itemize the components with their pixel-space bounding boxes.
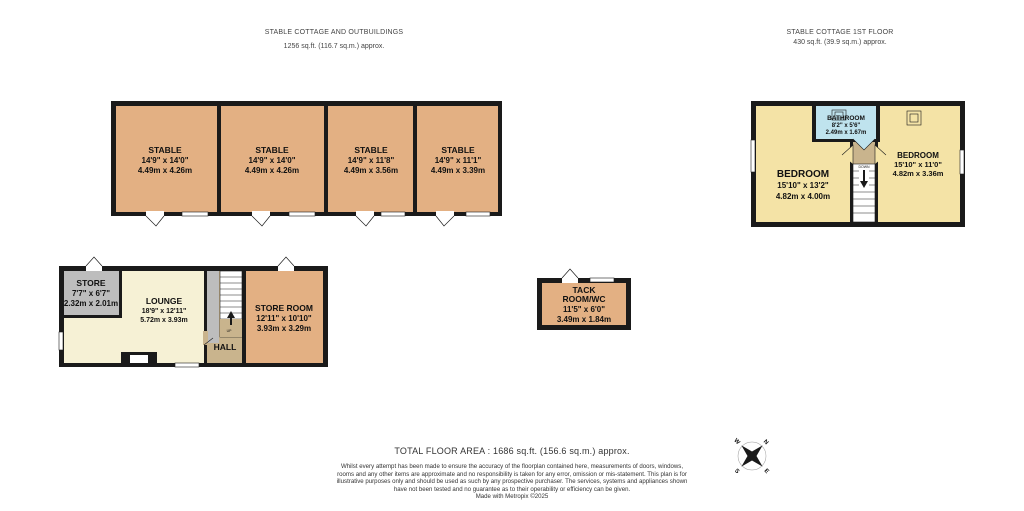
first-floor <box>751 101 965 227</box>
stable-4-metric: 4.49m x 3.39m <box>430 166 486 175</box>
bedroom-2-label: BEDROOM <box>897 151 939 160</box>
ground-floor-title: STABLE COTTAGE AND OUTBUILDINGS <box>264 29 404 36</box>
stable-4-label: STABLE <box>441 145 475 155</box>
bathroom-label: BATHROOM <box>827 115 865 122</box>
stable-3-imperial: 14'9" x 11'8" <box>347 156 395 165</box>
first-floor-title: STABLE COTTAGE 1ST FLOOR <box>786 29 894 36</box>
lounge-metric: 5.72m x 3.93m <box>140 317 188 324</box>
stairs-down-tag: DOWN <box>858 165 870 169</box>
stairs-up-tag: UP <box>226 329 232 333</box>
store-imperial: 7'7" x 6'7" <box>71 289 111 298</box>
stable-3-label: STABLE <box>354 145 388 155</box>
hall-stairs <box>220 271 242 337</box>
tack-room-label-2: ROOM/WC <box>562 294 606 304</box>
tack-room-label-1: TACK <box>572 285 596 295</box>
bathroom-imperial: 8'2" x 5'6" <box>831 123 861 129</box>
compass-s: S <box>732 468 740 476</box>
stable-3-metric: 4.49m x 3.56m <box>343 166 399 175</box>
compass-e: E <box>762 468 770 476</box>
cottage-ground-floor <box>59 257 328 367</box>
bedroom-1-label: BEDROOM <box>776 169 830 180</box>
first-floor-area: 430 sq.ft. (39.9 sq.m.) approx. <box>793 39 887 46</box>
bedroom-2-imperial: 15'10" x 11'0" <box>894 160 942 169</box>
stable-2-imperial: 14'9" x 14'0" <box>248 156 296 165</box>
store-room-label: STORE ROOM <box>255 303 313 313</box>
store-label: STORE <box>76 278 106 288</box>
total-floor-area: TOTAL FLOOR AREA : 1686 sq.ft. (156.6 sq.m.) approx. <box>394 446 630 456</box>
tack-room-block <box>537 269 631 330</box>
store-room-imperial: 12'11" x 10'10" <box>256 314 312 323</box>
compass-w: W <box>732 437 741 446</box>
lounge-imperial: 18'9" x 12'11" <box>141 308 187 315</box>
lounge-label: LOUNGE <box>145 296 183 306</box>
tack-room-metric: 3.49m x 1.84m <box>556 315 612 324</box>
store-metric: 2.32m x 2.01m <box>63 299 119 308</box>
stable-4-imperial: 14'9" x 11'1" <box>434 156 482 165</box>
compass-n: N <box>761 438 770 447</box>
tack-room-imperial: 11'5" x 6'0" <box>562 305 606 314</box>
ground-floor-area: 1256 sq.ft. (116.7 sq.m.) approx. <box>283 43 385 50</box>
bedroom-1-metric: 4.82m x 4.00m <box>775 192 831 201</box>
made-with-credit: Made with Metropix ©2025 <box>475 493 549 501</box>
bathroom-metric: 2.49m x 1.67m <box>825 130 867 136</box>
stable-1-metric: 4.49m x 4.26m <box>137 166 193 175</box>
bedroom-1-imperial: 15'10" x 13'2" <box>777 181 829 190</box>
stable-1-label: STABLE <box>148 145 182 155</box>
stable-2-label: STABLE <box>255 145 289 155</box>
stables-block <box>111 101 502 226</box>
first-floor-stairs <box>853 164 875 222</box>
disclaimer-text: Whilst every attempt has been made to ensure the accuracy of the floorplan contained here, measurements of doors, windows, rooms and any other items are approximate and no responsibility is taken for any error, omission or mis-statement. This plan is for illustrative purposes only and should be used as such by any prospective purchaser. The services, systems and appliances shown have not been tested and no guarantee as to their operability or efficiency can be given. <box>336 463 688 493</box>
disclaimer <box>336 463 688 501</box>
bedroom-2-metric: 4.82m x 3.36m <box>892 169 944 178</box>
store-room-metric: 3.93m x 3.29m <box>256 324 312 333</box>
stable-1-imperial: 14'9" x 14'0" <box>141 156 189 165</box>
fireplace-icon <box>121 352 157 363</box>
stable-2-metric: 4.49m x 4.26m <box>244 166 300 175</box>
hall-label: HALL <box>213 342 237 352</box>
compass-icon <box>717 424 783 490</box>
